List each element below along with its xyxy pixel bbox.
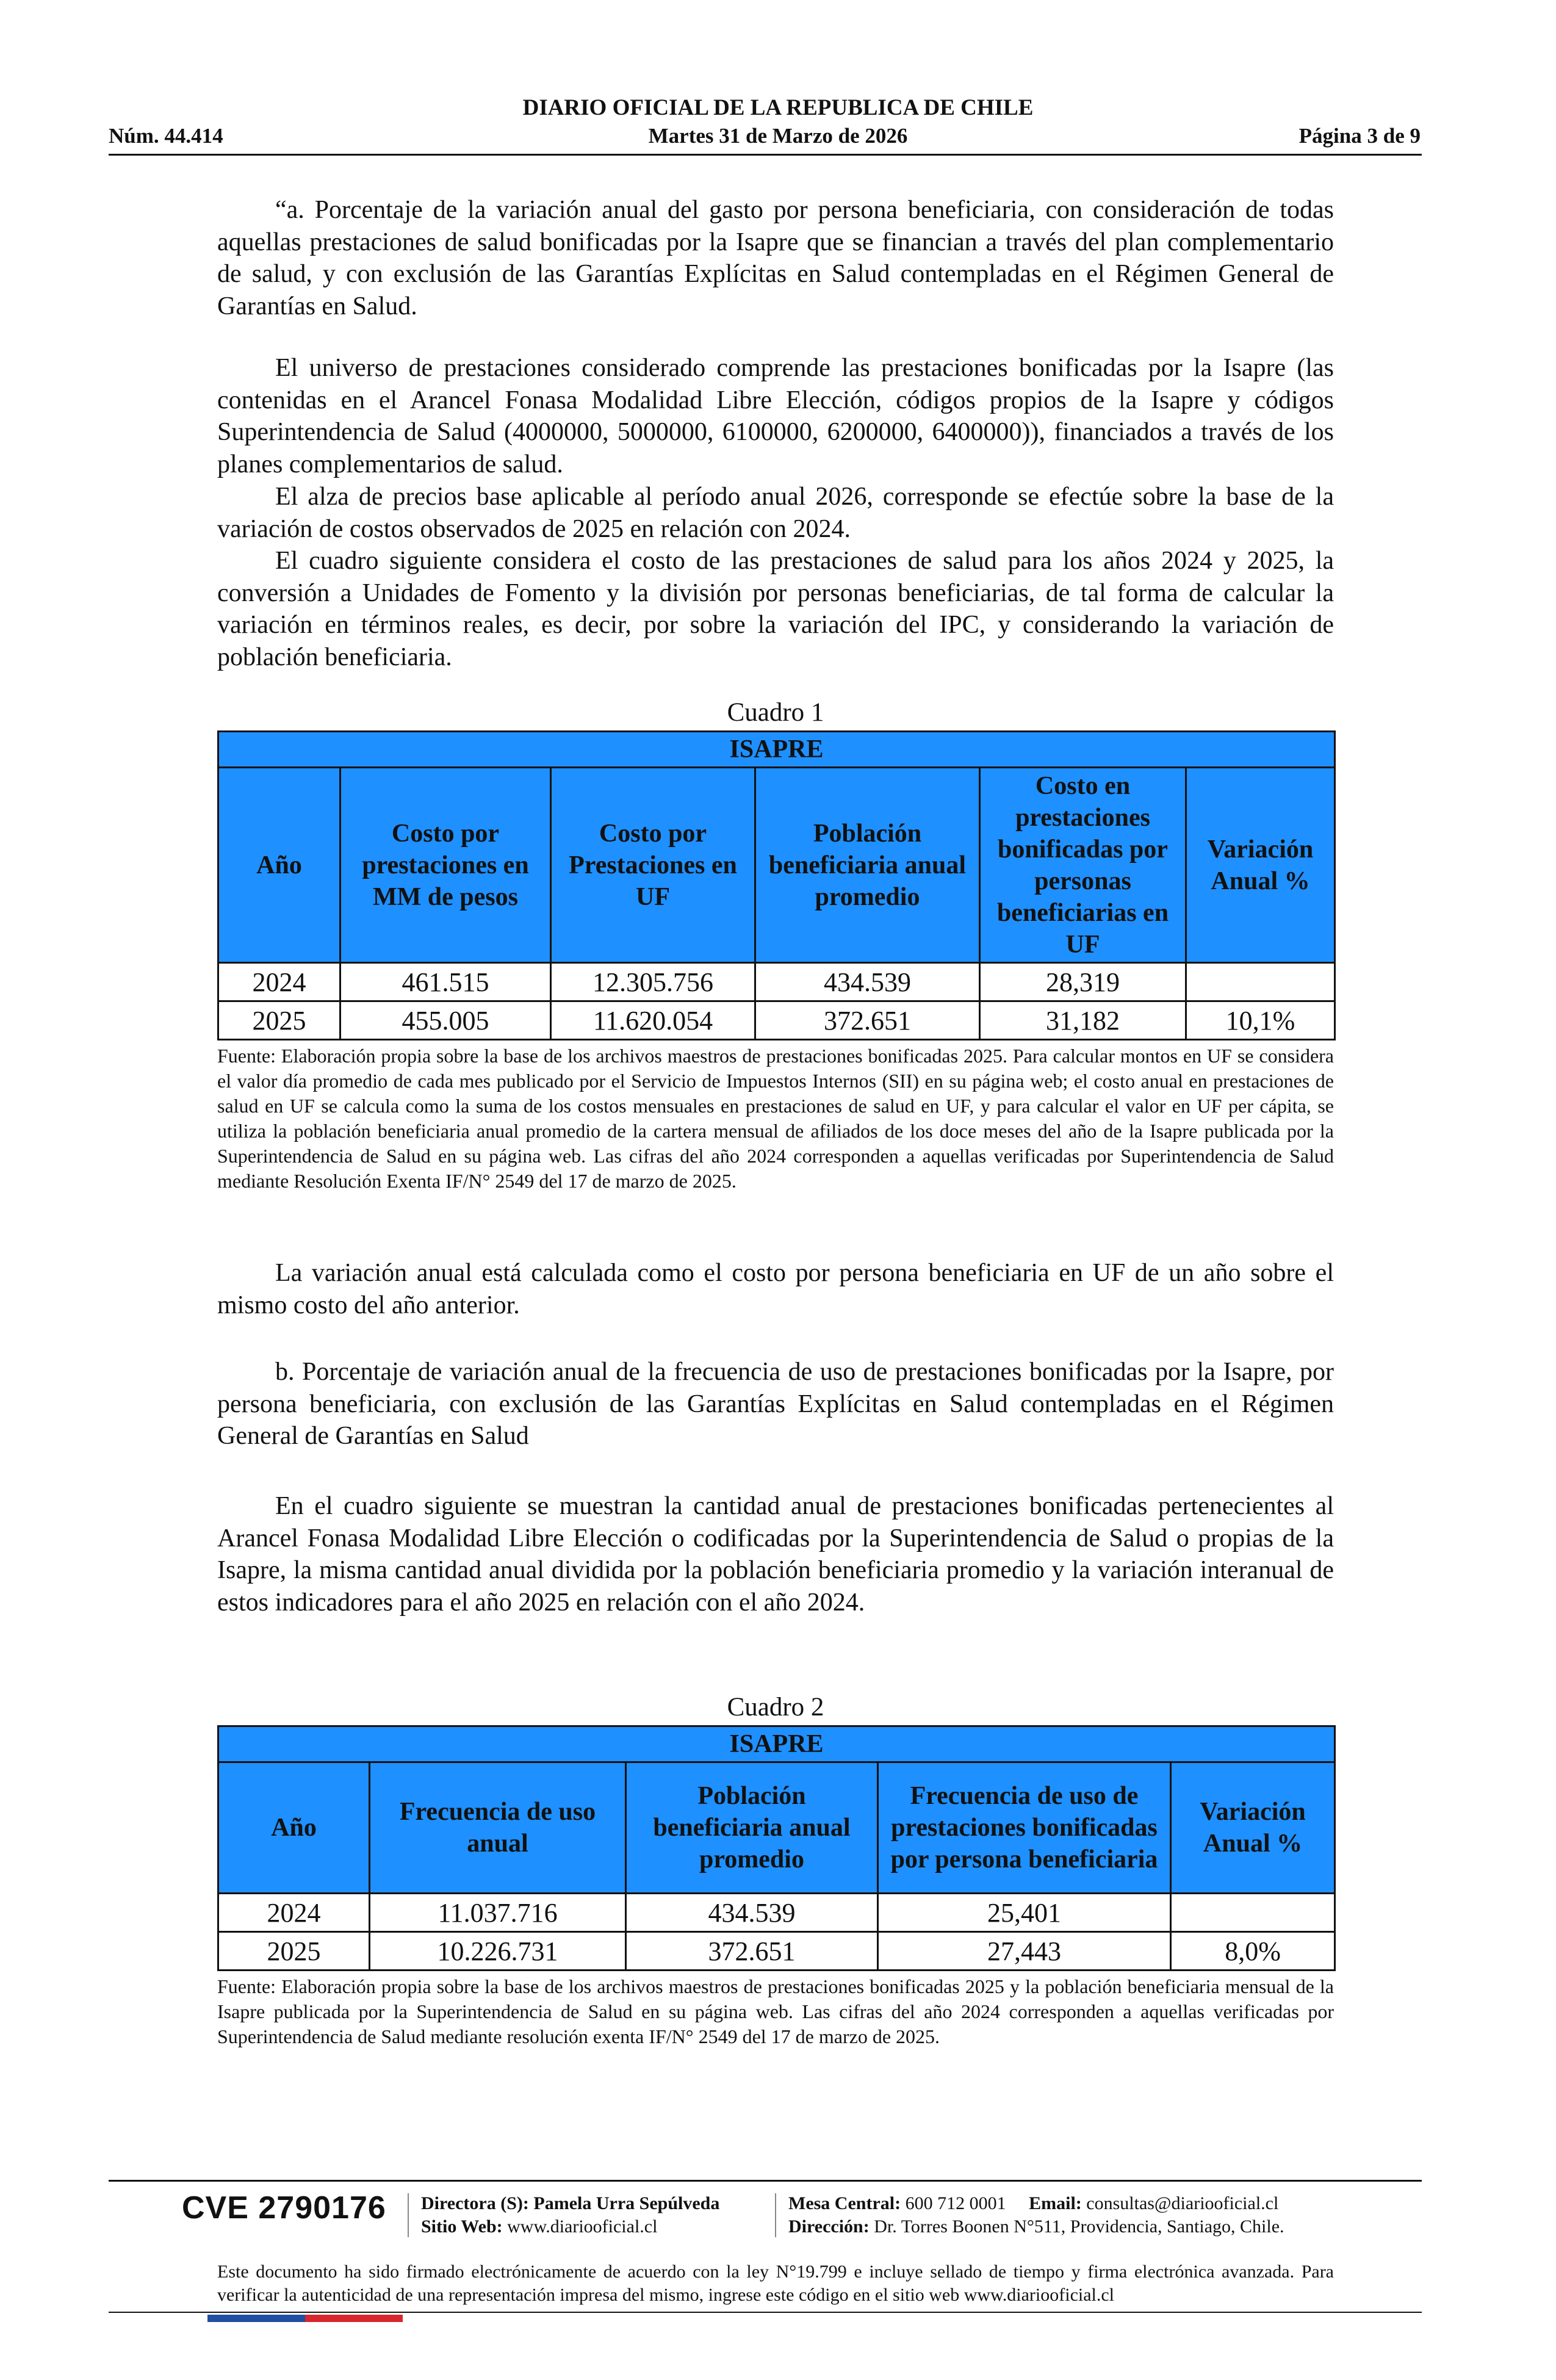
footer-bottom-rule [109, 2312, 1422, 2313]
column-header-use-frequency: Frecuencia de uso anual [370, 1762, 626, 1894]
column-header-frequency-per-beneficiary: Frecuencia de uso de prestaciones bonificadas por persona beneficiaria [878, 1762, 1171, 1894]
table-cell: 434.539 [755, 963, 980, 1001]
web-label: Sitio Web: [421, 2216, 503, 2237]
email-link[interactable]: consultas@diariooficial.cl [1086, 2193, 1279, 2213]
table-row [218, 1001, 1335, 1040]
column-header-population: Población beneficiaria anual promedio [626, 1762, 878, 1894]
table-cell: 434.539 [626, 1894, 878, 1932]
table-cell [1171, 1894, 1335, 1932]
address-label: Dirección: [788, 2216, 870, 2237]
paragraph-variation-note: La variación anual está calculada como el costo por persona beneficiaria en UF de un año sobre el mismo costo del año anterior. [217, 1259, 1334, 1319]
paragraph-universe: El universo de prestaciones considerado comprende las prestaciones bonificadas por la Isapre (las contenidas en el Arancel Fonasa Modalidad Libre Elección, códigos propios de la Isapre y códigos Superintendencia de Salud (4000000, 5000000, 6100000, 6200000, 6400000)), financiados a través de los planes complementarios de salud. [217, 354, 1334, 478]
table-cell [1186, 963, 1335, 1001]
director-value: Pamela Urra Sepúlveda [533, 2193, 720, 2213]
footer-separator [775, 2193, 776, 2237]
table-cell: 2025 [218, 1001, 340, 1040]
column-header-annual-variation: Variación Anual % [1186, 768, 1335, 963]
paragraph-price-base: El alza de precios base aplicable al período anual 2026, corresponde se efectúe sobre la base de la variación de costos observados de 2025 en relación con 2024. [217, 483, 1334, 543]
page-indicator: Página 3 de 9 [1298, 124, 1421, 148]
column-header-year: Año [218, 768, 340, 963]
table-cell: 12.305.756 [551, 963, 755, 1001]
table-cell: 31,182 [980, 1001, 1186, 1040]
paragraph-a-title: “a. Porcentaje de la variación anual del gasto por persona beneficiaria, con consideración de todas aquellas prestaciones de salud bonificadas por la Isapre que se financian a través del plan complementario de salud, y con exclusión de las Garantías Explícitas en Salud contempladas en el Régimen General de Garantías en Salud. [217, 196, 1334, 320]
table-cell: 8,0% [1171, 1932, 1335, 1971]
table-cell: 2024 [218, 1894, 370, 1932]
footer-contact-right [788, 2192, 1284, 2238]
cuadro-1-band: ISAPRE [218, 732, 1335, 768]
column-header-year: Año [218, 1762, 370, 1894]
cuadro-2-band: ISAPRE [218, 1726, 1335, 1762]
mesa-value: 600 712 0001 [905, 2193, 1006, 2213]
column-header-cost-mm-pesos: Costo por prestaciones en MM de pesos [340, 768, 551, 963]
column-header-cost-per-beneficiary: Costo en prestaciones bonificadas por personas beneficiarias en UF [980, 768, 1186, 963]
footer-separator [408, 2193, 409, 2237]
signature-note: Este documento ha sido firmado electrónicamente de acuerdo con la ley N°19.799 e incluye sellado de tiempo y firma electrónica avanzada. Para verificar la autenticidad de una representación impresa del mismo, ingrese este código en el sitio web www.diariooficial.cl [217, 2262, 1334, 2305]
table-cell: 2024 [218, 963, 340, 1001]
flag-stripe-red [305, 2315, 403, 2322]
table-cell: 10,1% [1186, 1001, 1335, 1040]
cve-code: CVE 2790176 [182, 2190, 386, 2226]
table-cell: 461.515 [340, 963, 551, 1001]
footer-contact-left [421, 2192, 719, 2238]
cuadro-1-caption: Cuadro 1 [727, 698, 824, 727]
director-label: Directora (S): [421, 2193, 529, 2213]
table-cell: 11.620.054 [551, 1001, 755, 1040]
email-label: Email: [1029, 2193, 1082, 2213]
issue-date: Martes 31 de Marzo de 2026 [648, 124, 908, 148]
paragraph-cuadro-2-intro: En el cuadro siguiente se muestran la cantidad anual de prestaciones bonificadas pertenecientes al Arancel Fonasa Modalidad Libre Elección o codificadas por la Superintendencia de Salud o propias de la Isapre, la misma cantidad anual dividida por la población beneficiaria promedio y la variación interanual de estos indicadores para el año 2025 en relación con el año 2024. [217, 1492, 1334, 1617]
cuadro-2-source: Fuente: Elaboración propia sobre la base de los archivos maestros de prestaciones bonificadas 2025 y la población beneficiaria mensual de la Isapre publicada por la Superintendencia de Salud en su página web. Las cifras del año 2024 corresponden a aquellas verificadas por Superintendencia de Salud mediante resolución exenta IF/N° 2549 del 17 de marzo de 2025. [217, 1975, 1334, 2047]
cuadro-1-source: Fuente: Elaboración propia sobre la base de los archivos maestros de prestaciones bonificadas 2025. Para calcular montos en UF se considera el valor día promedio de cada mes publicado por el Servicio de Impuestos Internos (SII) en su página web; el costo anual en prestaciones de salud en UF se calcula como la suma de los costos mensuales en prestaciones de salud en UF, y para calcular el valor en UF per cápita, se utiliza la población beneficiaria anual promedio de la cartera mensual de afiliados de los doce meses del año de la Isapre publicada por la Superintendencia de Salud en su página web. Las cifras del año 2024 corresponden a aquellas verificadas por Superintendencia de Salud mediante Resolución Exenta IF/N° 2549 del 17 de marzo de 2025. [217, 1045, 1334, 1192]
table-cell: 455.005 [340, 1001, 551, 1040]
table-cell: 372.651 [626, 1932, 878, 1971]
address-value: Dr. Torres Boonen N°511, Providencia, Santiago, Chile. [874, 2216, 1284, 2237]
issue-number: Núm. 44.414 [109, 124, 223, 148]
table-row [218, 1932, 1335, 1971]
column-header-annual-variation: Variación Anual % [1171, 1762, 1335, 1894]
flag-stripe-blue [207, 2315, 305, 2322]
newspaper-title: DIARIO OFICIAL DE LA REPUBLICA DE CHILE [522, 95, 1034, 120]
paragraph-b-title: b. Porcentaje de variación anual de la frecuencia de uso de prestaciones bonificadas por la Isapre, por persona beneficiaria, con exclusión de las Garantías Explícitas en Salud contempladas en el Régimen General de Garantías en Salud [217, 1358, 1334, 1450]
cuadro-2-caption: Cuadro 2 [727, 1693, 824, 1722]
table-cell: 372.651 [755, 1001, 980, 1040]
table-row [218, 963, 1335, 1001]
table-cell: 2025 [218, 1932, 370, 1971]
header-divider [109, 154, 1422, 156]
table-cell: 28,319 [980, 963, 1186, 1001]
table-cell: 25,401 [878, 1894, 1171, 1932]
table-cell: 10.226.731 [370, 1932, 626, 1971]
cuadro-1-table [217, 730, 1336, 1040]
cuadro-2-table [217, 1725, 1336, 1971]
web-link[interactable]: www.diariooficial.cl [507, 2216, 658, 2237]
table-row [218, 1894, 1335, 1932]
paragraph-cuadro-intro: El cuadro siguiente considera el costo de las prestaciones de salud para los años 2024 y 2025, la conversión a Unidades de Fomento y la división por personas beneficiarias, de tal forma de calcular la variación en términos reales, es decir, por sobre la variación del IPC, y considerando la variación de población beneficiaria. [217, 547, 1334, 671]
table-cell: 27,443 [878, 1932, 1171, 1971]
column-header-cost-uf: Costo por Prestaciones en UF [551, 768, 755, 963]
mesa-label: Mesa Central: [788, 2193, 901, 2213]
footer-divider [109, 2180, 1422, 2182]
column-header-population: Población beneficiaria anual promedio [755, 768, 980, 963]
table-cell: 11.037.716 [370, 1894, 626, 1932]
